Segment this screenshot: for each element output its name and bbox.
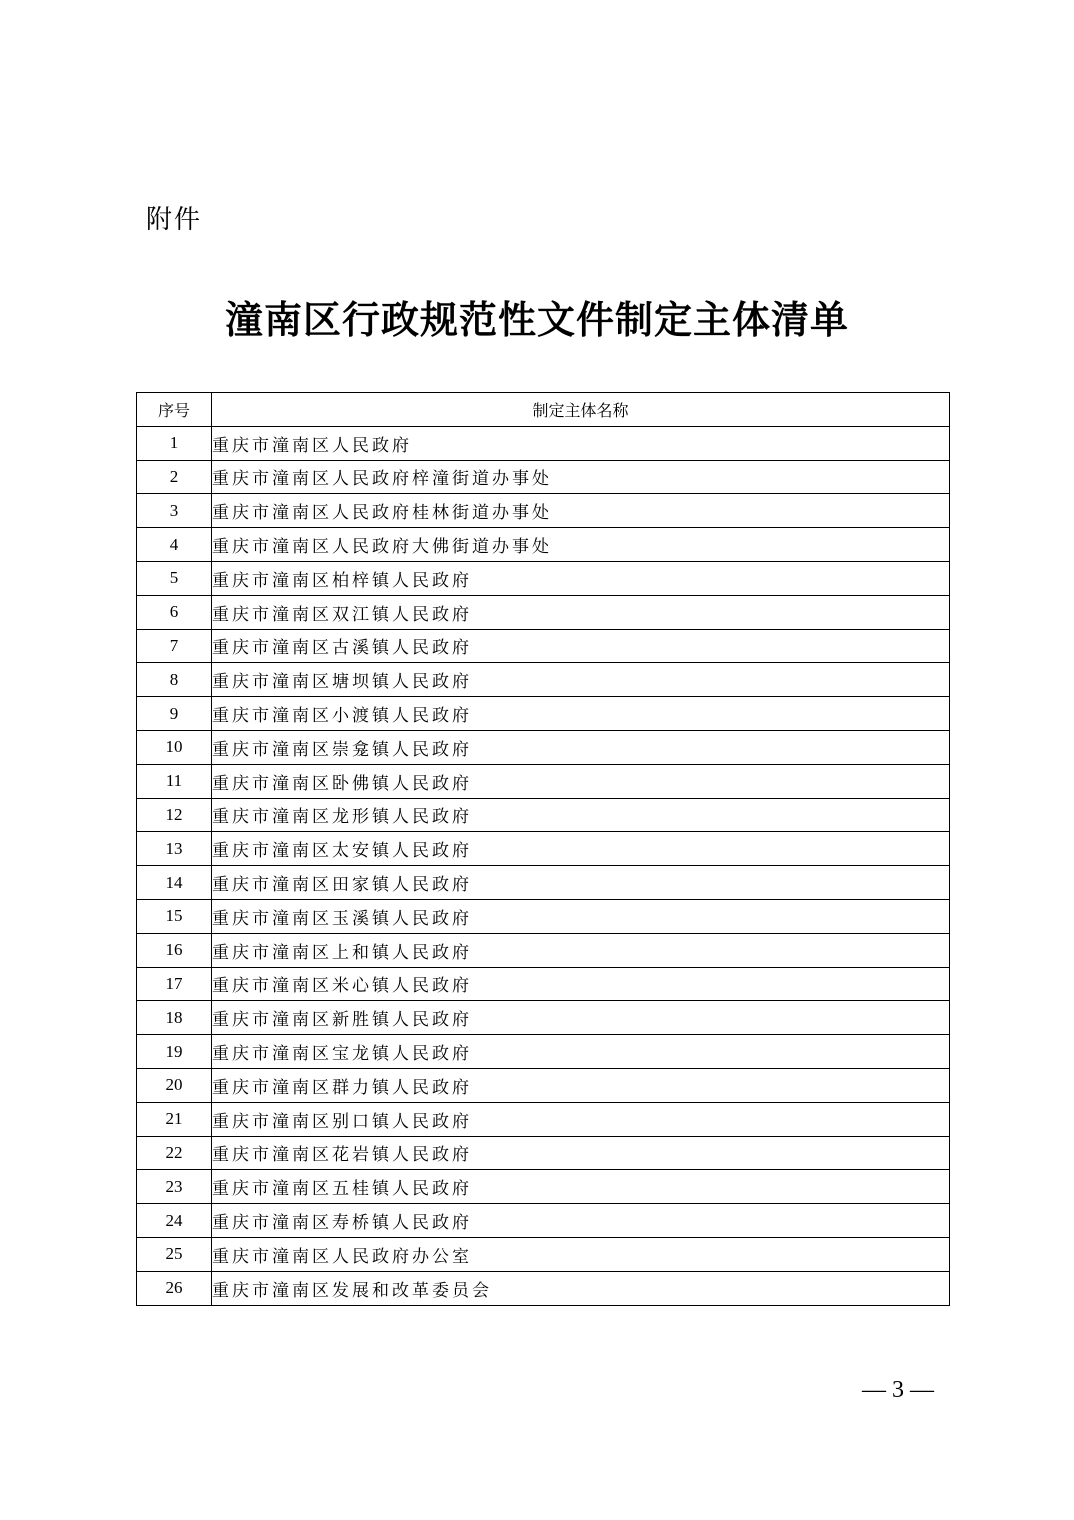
page-number: — 3 — [862,1377,934,1403]
row-number: 12 [137,798,212,832]
table-row [137,764,950,798]
column-header-name: 制定主体名称 [212,393,950,427]
row-number: 4 [137,528,212,562]
entity-name: 重庆市潼南区新胜镇人民政府 [212,1001,950,1035]
entity-name: 重庆市潼南区崇龛镇人民政府 [212,730,950,764]
row-number: 3 [137,494,212,528]
entity-list-table [136,392,950,1306]
table-row [137,1068,950,1102]
entity-name: 重庆市潼南区龙形镇人民政府 [212,798,950,832]
table-row [137,967,950,1001]
column-header-no: 序号 [137,393,212,427]
row-number: 10 [137,730,212,764]
row-number: 24 [137,1204,212,1238]
row-number: 26 [137,1271,212,1305]
entity-name: 重庆市潼南区五桂镇人民政府 [212,1170,950,1204]
row-number: 6 [137,595,212,629]
table-row [137,494,950,528]
table-row [137,798,950,832]
row-number: 7 [137,629,212,663]
entity-name: 重庆市潼南区发展和改革委员会 [212,1271,950,1305]
row-number: 14 [137,866,212,900]
table-row [137,1204,950,1238]
entity-name: 重庆市潼南区古溪镇人民政府 [212,629,950,663]
entity-name: 重庆市潼南区田家镇人民政府 [212,866,950,900]
row-number: 5 [137,561,212,595]
table-row [137,629,950,663]
row-number: 20 [137,1068,212,1102]
entity-name: 重庆市潼南区人民政府梓潼街道办事处 [212,460,950,494]
row-number: 15 [137,899,212,933]
row-number: 23 [137,1170,212,1204]
table-row [137,595,950,629]
entity-name: 重庆市潼南区人民政府 [212,426,950,460]
row-number: 9 [137,697,212,731]
table-row [137,663,950,697]
entity-name: 重庆市潼南区上和镇人民政府 [212,933,950,967]
table-row [137,460,950,494]
row-number: 21 [137,1102,212,1136]
table-row [137,730,950,764]
row-number: 22 [137,1136,212,1170]
entity-name: 重庆市潼南区玉溪镇人民政府 [212,899,950,933]
document-title: 潼南区行政规范性文件制定主体清单 [224,297,849,342]
table-row [137,426,950,460]
table-row [137,832,950,866]
table-row [137,1170,950,1204]
entity-name: 重庆市潼南区人民政府办公室 [212,1237,950,1271]
row-number: 13 [137,832,212,866]
table-row [137,561,950,595]
row-number: 25 [137,1237,212,1271]
entity-name: 重庆市潼南区塘坝镇人民政府 [212,663,950,697]
table-row [137,933,950,967]
table-row [137,1035,950,1069]
entity-name: 重庆市潼南区太安镇人民政府 [212,832,950,866]
table-row [137,1001,950,1035]
row-number: 11 [137,764,212,798]
row-number: 2 [137,460,212,494]
entity-name: 重庆市潼南区双江镇人民政府 [212,595,950,629]
row-number: 8 [137,663,212,697]
entity-name: 重庆市潼南区宝龙镇人民政府 [212,1035,950,1069]
entity-name: 重庆市潼南区群力镇人民政府 [212,1068,950,1102]
entity-name: 重庆市潼南区柏梓镇人民政府 [212,561,950,595]
row-number: 18 [137,1001,212,1035]
entity-name: 重庆市潼南区别口镇人民政府 [212,1102,950,1136]
entity-name: 重庆市潼南区人民政府桂林街道办事处 [212,494,950,528]
entity-name: 重庆市潼南区卧佛镇人民政府 [212,764,950,798]
entity-name: 重庆市潼南区人民政府大佛街道办事处 [212,528,950,562]
table-row [137,697,950,731]
table-row [137,1271,950,1305]
table-row [137,528,950,562]
table-row [137,1237,950,1271]
table-row [137,1102,950,1136]
row-number: 17 [137,967,212,1001]
row-number: 1 [137,426,212,460]
entity-name: 重庆市潼南区小渡镇人民政府 [212,697,950,731]
attachment-label: 附件 [146,205,203,235]
table-body [137,426,950,1305]
table-row [137,899,950,933]
entity-name: 重庆市潼南区寿桥镇人民政府 [212,1204,950,1238]
table-row [137,1136,950,1170]
row-number: 16 [137,933,212,967]
table-row [137,866,950,900]
entity-name: 重庆市潼南区米心镇人民政府 [212,967,950,1001]
entity-name: 重庆市潼南区花岩镇人民政府 [212,1136,950,1170]
table-header-row [137,393,950,427]
row-number: 19 [137,1035,212,1069]
